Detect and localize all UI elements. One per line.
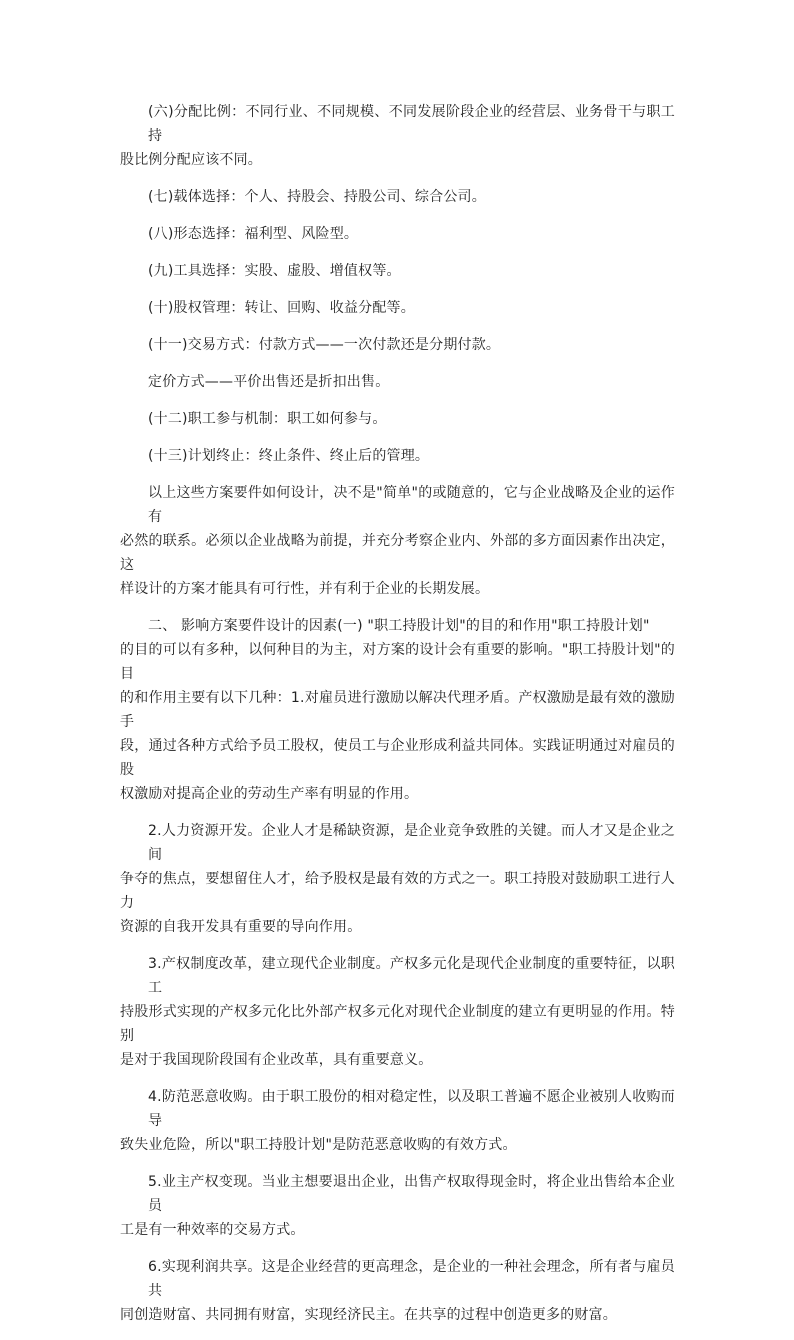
text-line: (十一)交易方式：付款方式——一次付款还是分期付款。 <box>148 337 501 353</box>
text-line: 争夺的焦点，要想留住人才，给予股权是最有效的方式之一。职工持股对鼓励职工进行人力 <box>120 871 675 911</box>
paragraph <box>120 259 675 283</box>
text-line: (八)形态选择：福利型、风险型。 <box>148 226 359 242</box>
text-line: 4.防范恶意收购。由于职工股份的相对稳定性，以及职工普遍不愿企业被别人收购而导 <box>148 1089 675 1129</box>
text-line: 二、 影响方案要件设计的因素(一) "职工持股计划"的目的和作用"职工持股计划" <box>148 618 650 634</box>
paragraph <box>120 100 675 172</box>
text-line: 权激励对提高企业的劳动生产率有明显的作用。 <box>120 786 419 802</box>
paragraph <box>120 614 675 806</box>
text-line: 同创造财富、共同拥有财富，实现经济民主。在共享的过程中创造更多的财富。 <box>120 1307 617 1323</box>
paragraph <box>120 819 675 939</box>
paragraph <box>120 1255 675 1327</box>
text-line: (七)载体选择：个人、持股会、持股公司、综合公司。 <box>148 189 486 205</box>
paragraph <box>120 1170 675 1242</box>
text-line: (九)工具选择：实股、虚股、增值权等。 <box>148 263 401 279</box>
text-line: 5.业主产权变现。当业主想要退出企业，出售产权取得现金时，将企业出售给本企业员 <box>148 1174 675 1214</box>
text-line: (十二)职工参与机制：职工如何参与。 <box>148 411 387 427</box>
text-line: 3.产权制度改革，建立现代企业制度。产权多元化是现代企业制度的重要特征，以职工 <box>148 956 675 996</box>
paragraph <box>120 296 675 320</box>
text-line: 的和作用主要有以下几种：1.对雇员进行激励以解决代理矛盾。产权激励是最有效的激励手 <box>120 690 675 730</box>
paragraph <box>120 407 675 431</box>
paragraph <box>120 222 675 246</box>
text-line: 致失业危险，所以"职工持股计划"是防范恶意收购的有效方式。 <box>120 1137 517 1153</box>
text-line: 资源的自我开发具有重要的导向作用。 <box>120 919 362 935</box>
paragraph <box>120 481 675 601</box>
text-line: 6.实现利润共享。这是企业经营的更高理念，是企业的一种社会理念，所有者与雇员共 <box>148 1259 675 1299</box>
document-body <box>120 100 675 1340</box>
text-line: (六)分配比例：不同行业、不同规模、不同发展阶段企业的经营层、业务骨干与职工持 <box>148 104 675 144</box>
text-line: 定价方式——平价出售还是折扣出售。 <box>148 374 390 390</box>
paragraph <box>120 1085 675 1157</box>
text-line: 工是有一种效率的交易方式。 <box>120 1222 305 1238</box>
text-line: 样设计的方案才能具有可行性，并有利于企业的长期发展。 <box>120 581 490 597</box>
paragraph <box>120 185 675 209</box>
text-line: 必然的联系。必须以企业战略为前提，并充分考察企业内、外部的多方面因素作出决定，这 <box>120 533 675 573</box>
text-line: 是对于我国现阶段国有企业改革，具有重要意义。 <box>120 1052 433 1068</box>
text-line: 持股形式实现的产权多元化比外部产权多元化对现代企业制度的建立有更明显的作用。特别 <box>120 1004 675 1044</box>
paragraph <box>120 952 675 1072</box>
text-line: (十三)计划终止：终止条件、终止后的管理。 <box>148 448 430 464</box>
paragraph <box>120 333 675 357</box>
text-line: 股比例分配应该不同。 <box>120 152 262 168</box>
text-line: 以上这些方案要件如何设计，决不是"简单"的或随意的，它与企业战略及企业的运作有 <box>148 485 675 525</box>
text-line: 段，通过各种方式给予员工股权，使员工与企业形成利益共同体。实践证明通过对雇员的股 <box>120 738 675 778</box>
text-line: (十)股权管理：转让、回购、收益分配等。 <box>148 300 415 316</box>
paragraph <box>120 444 675 468</box>
text-line: 的目的可以有多种，以何种目的为主，对方案的设计会有重要的影响。"职工持股计划"的目 <box>120 642 675 682</box>
paragraph <box>120 370 675 394</box>
text-line: 2.人力资源开发。企业人才是稀缺资源，是企业竞争致胜的关键。而人才又是企业之间 <box>148 823 675 863</box>
